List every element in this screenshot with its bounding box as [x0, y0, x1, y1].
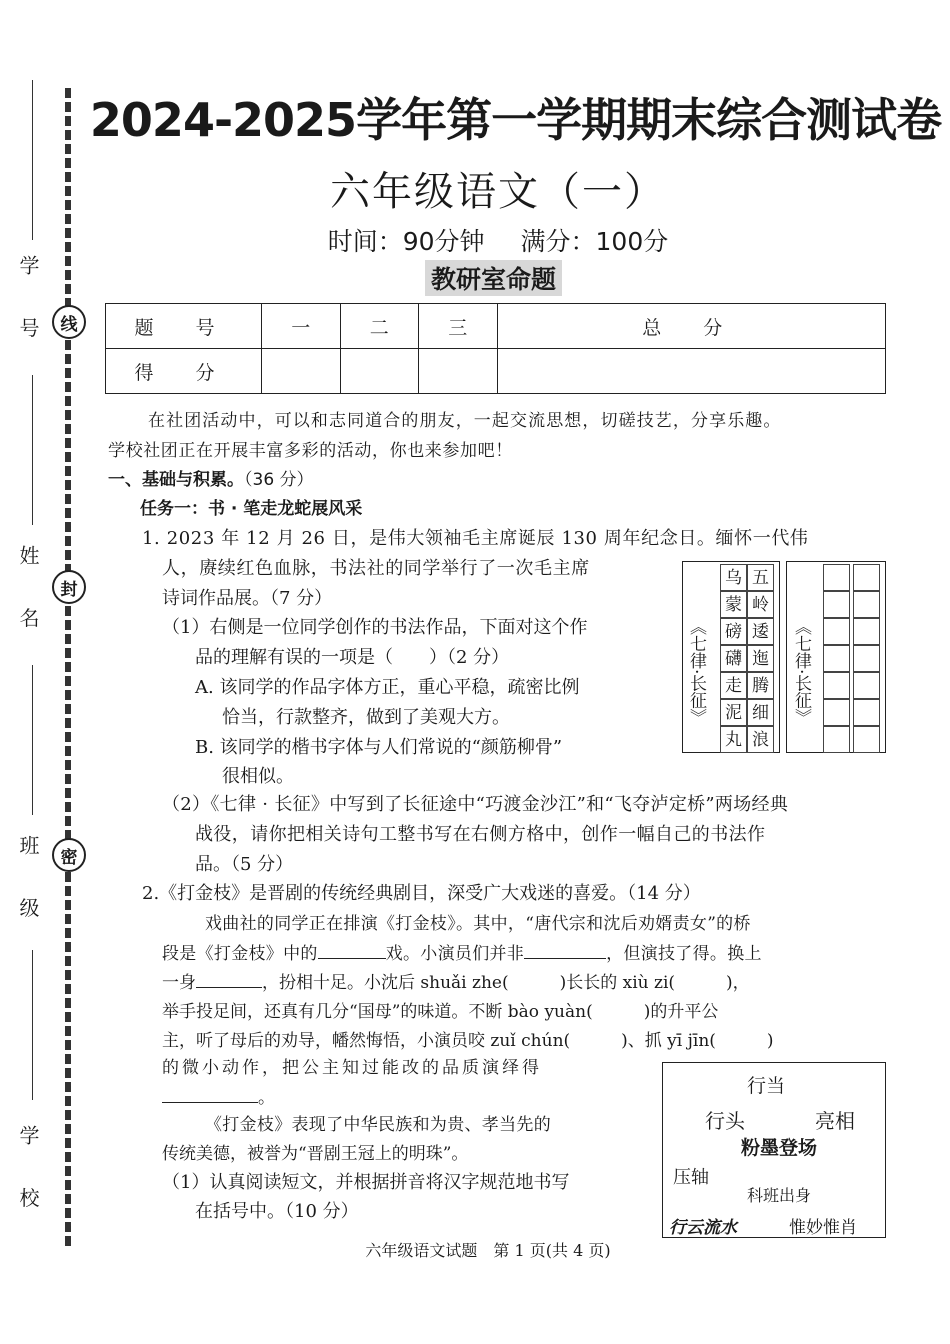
char-cell: 岭	[747, 591, 774, 618]
passage-text: 一身	[162, 973, 196, 993]
score-table	[105, 303, 886, 394]
passage-line: 主，听了母后的劝导，幡然悔悟，小演员咬 zuǐ chún( )、抓 yī jīn( )	[162, 1031, 774, 1051]
term: 行云流水	[669, 1218, 737, 1238]
subquestion-text: （1）认真阅读短文，并根据拼音将汉字规范地书写	[162, 1172, 570, 1193]
passage-line	[162, 939, 762, 969]
subquestion-text: （2）《七律 · 长征》中写到了长征途中“巧渡金沙江”和“飞夺泸定桥”两场经典	[162, 794, 789, 815]
writing-cell[interactable]	[853, 672, 880, 699]
section-heading	[108, 465, 314, 495]
char-cell: 走	[720, 672, 747, 699]
passage-line	[162, 968, 750, 998]
passage-line: 的微小动作，把公主知过能改的品质演绎得	[162, 1058, 542, 1078]
calligraphy-sample	[682, 561, 780, 753]
option-b[interactable]: B. 该同学的楷书字体与人们常说的“颜筋柳骨”	[195, 737, 563, 758]
fill-blank[interactable]	[524, 941, 606, 959]
fill-blank[interactable]	[196, 970, 262, 988]
score-header-cell: 一	[262, 304, 341, 349]
passage-line: 举手投足间，还真有几分“国母”的味道。不断 bào yuàn( )的升平公	[162, 1002, 719, 1022]
writing-cell[interactable]	[853, 591, 880, 618]
passage-text: ，但演技了得。换上	[606, 944, 762, 964]
label-class: 班 级	[16, 835, 40, 936]
writing-cell[interactable]	[853, 726, 880, 753]
writing-cell[interactable]	[823, 726, 850, 753]
passage-line: 《打金枝》表现了中华民族和为贵、孝当先的	[205, 1115, 551, 1135]
writing-cell[interactable]	[823, 645, 850, 672]
term: 惟妙惟肖	[789, 1218, 857, 1238]
writing-cell[interactable]	[823, 591, 850, 618]
writing-cell[interactable]	[823, 564, 850, 591]
char-cell: 五	[747, 564, 774, 591]
option-a-cont: 恰当，行款整齐，做到了美观大方。	[222, 707, 510, 728]
char-cell: 迤	[747, 645, 774, 672]
binding-line	[65, 88, 71, 1248]
score-table-row	[106, 349, 886, 394]
poem-title: 《七律·长征》	[686, 618, 706, 726]
margin-rule	[32, 665, 33, 815]
passage-line: 传统美德，被誉为“晋剧王冠上的明珠”。	[162, 1144, 469, 1164]
subquestion-text: 在括号中。（10 分）	[195, 1201, 359, 1222]
exam-subtitle: 六年级语文（一）	[330, 169, 666, 215]
term: 压轴	[673, 1167, 709, 1188]
exam-title: 2024-2025学年第一学期期末综合测试卷	[89, 93, 942, 147]
score-header-cell: 三	[419, 304, 498, 349]
char-cell: 泥	[720, 699, 747, 726]
question-text: 2.《打金枝》是晋剧的传统经典剧目，深受广大戏迷的喜爱。（14 分）	[142, 883, 701, 904]
score-cell[interactable]	[419, 349, 498, 394]
term: 亮相	[815, 1109, 855, 1133]
label-student-number: 学 号	[16, 255, 40, 356]
score-cell[interactable]	[262, 349, 341, 394]
subquestion-text: 战役，请你把相关诗句工整书写在右侧方格中，创作一幅自己的书法作	[195, 824, 766, 845]
term: 行当	[747, 1075, 786, 1097]
option-b-cont: 很相似。	[222, 766, 294, 787]
char-cell: 细	[747, 699, 774, 726]
char-cell: 浪	[747, 726, 774, 753]
passage-line	[162, 1083, 275, 1113]
label-name: 姓 名	[16, 545, 40, 646]
char-cell: 磅	[720, 618, 747, 645]
char-cell: 丸	[720, 726, 747, 753]
intro-line: 学校社团正在开展丰富多彩的活动，你也来参加吧！	[108, 441, 513, 461]
char-cell: 逶	[747, 618, 774, 645]
writing-cell[interactable]	[823, 672, 850, 699]
page-footer: 六年级语文试题 第 1 页(共 4 页)	[365, 1241, 611, 1260]
task-heading: 任务一：书 · 笔走龙蛇展风采	[140, 499, 363, 519]
score-cell[interactable]	[497, 349, 886, 394]
poem-title: 《七律·长征》	[791, 618, 811, 726]
term: 行头	[705, 1109, 745, 1133]
writing-cell[interactable]	[823, 618, 850, 645]
fill-blank[interactable]	[318, 941, 386, 959]
writing-cell[interactable]	[853, 645, 880, 672]
fill-blank[interactable]	[162, 1085, 258, 1103]
score-row-label: 得 分	[106, 349, 262, 394]
margin-rule	[32, 375, 33, 525]
writing-cell[interactable]	[853, 618, 880, 645]
passage-text: 戏。小演员们并非	[385, 944, 525, 964]
section-points: （36 分）	[244, 470, 314, 490]
label-school: 学 校	[16, 1125, 40, 1226]
margin-rule	[32, 80, 33, 240]
margin-mark-feng: 封	[52, 570, 86, 604]
margin-mark-mi: 密	[52, 838, 86, 872]
passage-text: ，扮相十足。小沈后 shuǎi zhe( )长长的 xiù zi( )，	[262, 973, 750, 993]
passage-line: 戏曲社的同学正在排演《打金枝》。其中，“唐代宗和沈后劝婿责女”的桥	[205, 914, 751, 934]
score-table-header-row	[106, 304, 886, 349]
exam-full-score: 满分：100分	[520, 227, 669, 256]
writing-cell[interactable]	[823, 699, 850, 726]
opera-term-box	[662, 1062, 886, 1238]
exam-info	[88, 222, 908, 258]
score-cell[interactable]	[340, 349, 419, 394]
char-cell: 腾	[747, 672, 774, 699]
writing-cell[interactable]	[853, 699, 880, 726]
writing-cell[interactable]	[853, 564, 880, 591]
subquestion-text: （1）右侧是一位同学创作的书法作品，下面对这个作	[162, 617, 588, 638]
score-header-cell: 题 号	[106, 304, 262, 349]
score-header-cell: 总 分	[497, 304, 886, 349]
term: 粉墨登场	[741, 1137, 818, 1159]
calligraphy-answer-grid	[786, 561, 886, 753]
section-title: 一、基础与积累。	[108, 470, 244, 490]
char-cell: 蒙	[720, 591, 747, 618]
intro-line: 在社团活动中，可以和志同道合的朋友，一起交流思想，切磋技艺，分享乐趣。	[148, 411, 782, 431]
margin-rule	[32, 950, 33, 1100]
char-cell: 礴	[720, 645, 747, 672]
subquestion-text: 品。（5 分）	[195, 854, 294, 875]
score-header-cell: 二	[340, 304, 419, 349]
question-text: 诗词作品展。（7 分）	[162, 588, 333, 609]
char-cell: 乌	[720, 564, 747, 591]
question-text: 1. 2023 年 12 月 26 日，是伟大领袖毛主席诞辰 130 周年纪念日。缅怀一代伟	[142, 528, 809, 549]
term: 科班出身	[747, 1186, 812, 1205]
exam-office: 教研室命题	[425, 260, 562, 296]
passage-text: 段是《打金枝》中的	[162, 944, 318, 964]
exam-time: 时间：90分钟	[327, 227, 485, 256]
option-a[interactable]: A. 该同学的作品字体方正，重心平稳，疏密比例	[195, 677, 580, 698]
margin-mark-xian: 线	[52, 305, 86, 339]
question-text: 人，赓续红色血脉，书法社的同学举行了一次毛主席	[162, 558, 590, 579]
passage-text: 。	[258, 1088, 275, 1108]
subquestion-text: 品的理解有误的一项是（ ）（2 分）	[195, 647, 510, 668]
